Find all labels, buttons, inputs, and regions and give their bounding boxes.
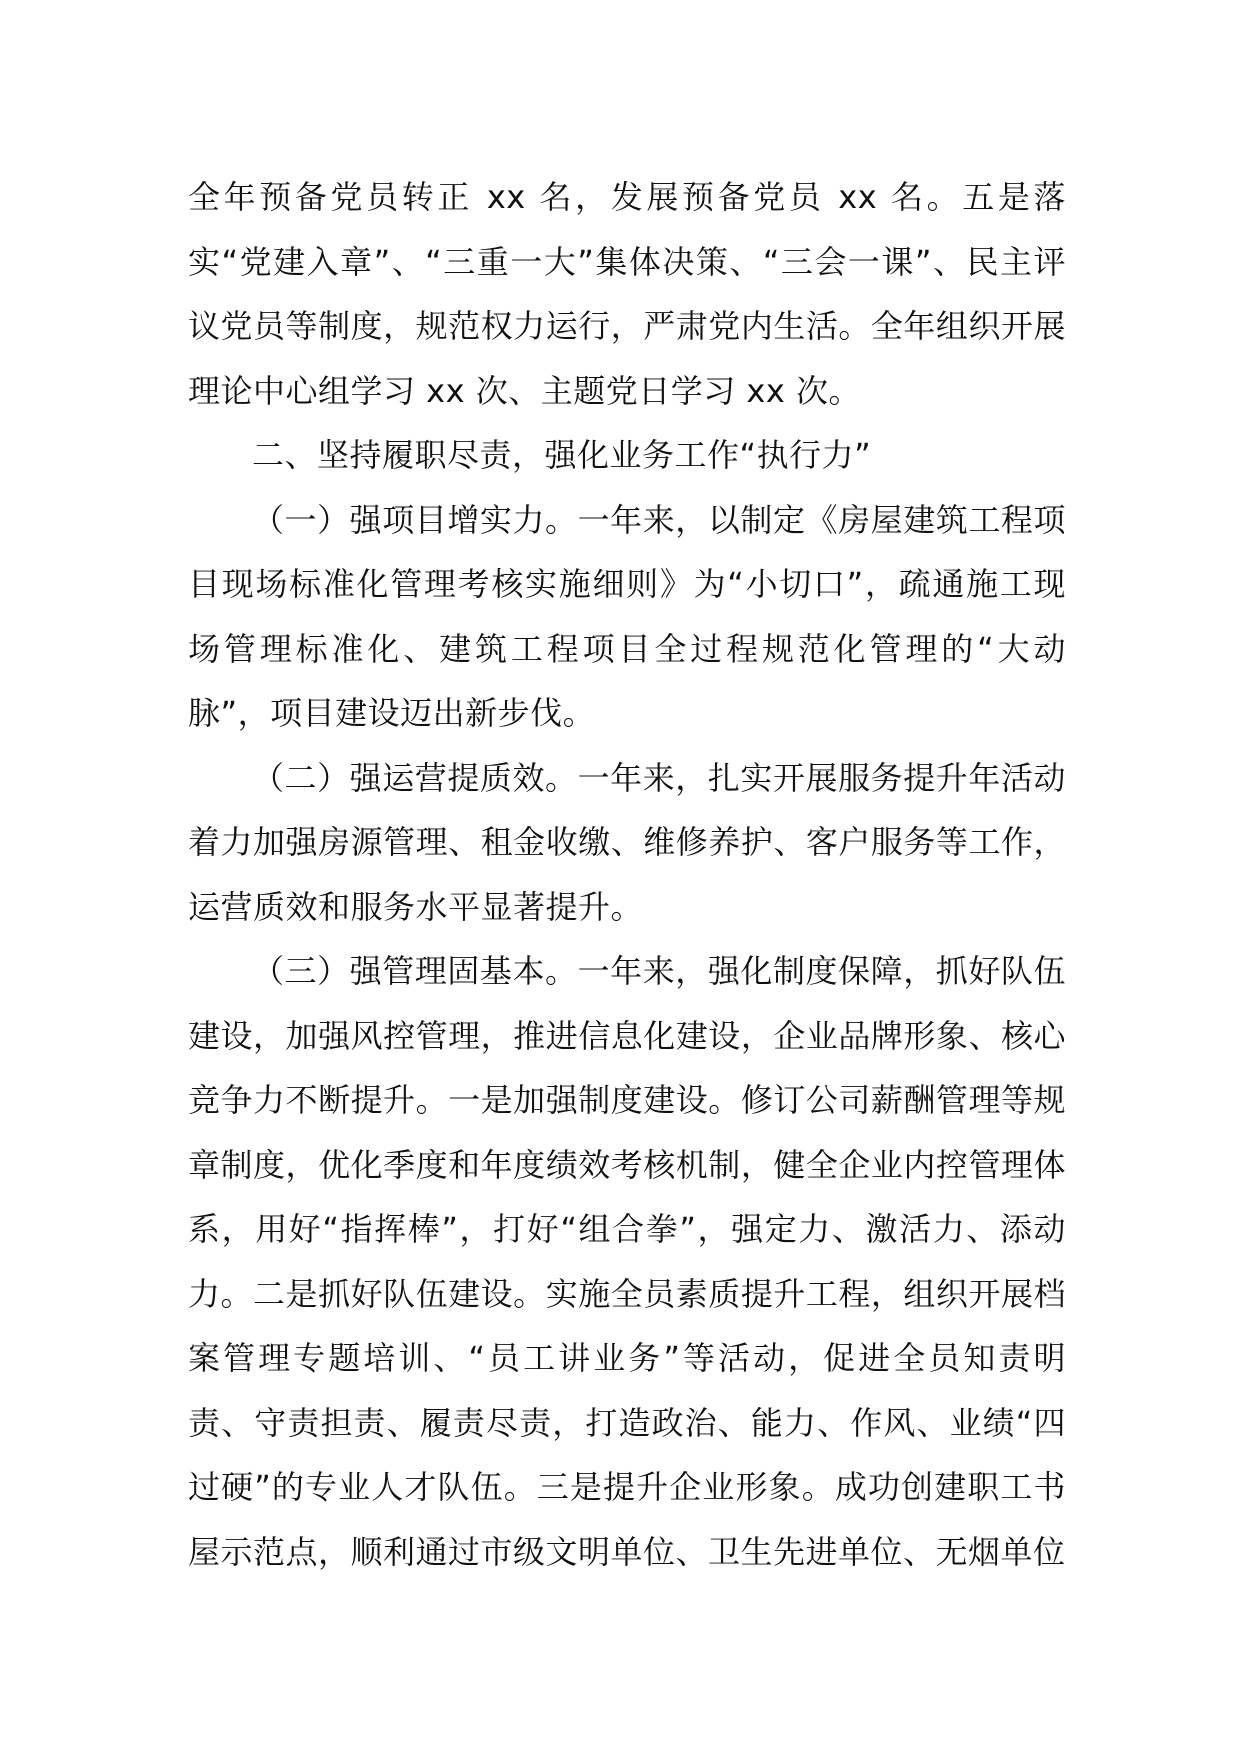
- paragraph-party-building: 全年预备党员转正 xx 名，发展预备党员 xx 名。五是落实“党建入章”、“三重一大”集体决策、“三会一课”、民主评议党员等制度，规范权力运行，严肃党内生活。全年组织开展理论中心组学习 xx 次、主题党日学习 xx 次。: [188, 178, 1066, 410]
- paragraph-management-basics: （三）强管理固基本。一年来，强化制度保障，抓好队伍建设，加强风控管理，推进信息化建设，企业品牌形象、核心竞争力不断提升。一是加强制度建设。修订公司薪酬管理等规章制度，优化季度和年度绩效考核机制，健全企业内控管理体系，用好“指挥棒”，打好“组合拳”，强定力、激活力、添动力。二是抓好队伍建设。实施全员素质提升工程，组织开展档案管理专题培训、“员工讲业务”等活动，促进全员知责明责、守责担责、履责尽责，打造政治、能力、作风、业绩“四过硬”的专业人才队伍。三是提升企业形象。成功创建职工书屋示范点，顺利通过市级文明单位、卫生先进单位、无烟单位: [188, 952, 1066, 1571]
- section-heading-duty: 二、坚持履职尽责，强化业务工作“执行力”: [252, 436, 872, 474]
- document-body: [188, 165, 1066, 1584]
- paragraph-project-strength: （一）强项目增实力。一年来，以制定《房屋建筑工程项目现场标准化管理考核实施细则》为“小切口”，疏通施工现场管理标准化、建筑工程项目全过程规范化管理的“大动脉”，项目建设迈出新步伐。: [188, 500, 1066, 732]
- paragraph-operation-quality: （二）强运营提质效。一年来，扎实开展服务提升年活动着力加强房源管理、租金收缴、维修养护、客户服务等工作，运营质效和服务水平显著提升。: [188, 758, 1066, 926]
